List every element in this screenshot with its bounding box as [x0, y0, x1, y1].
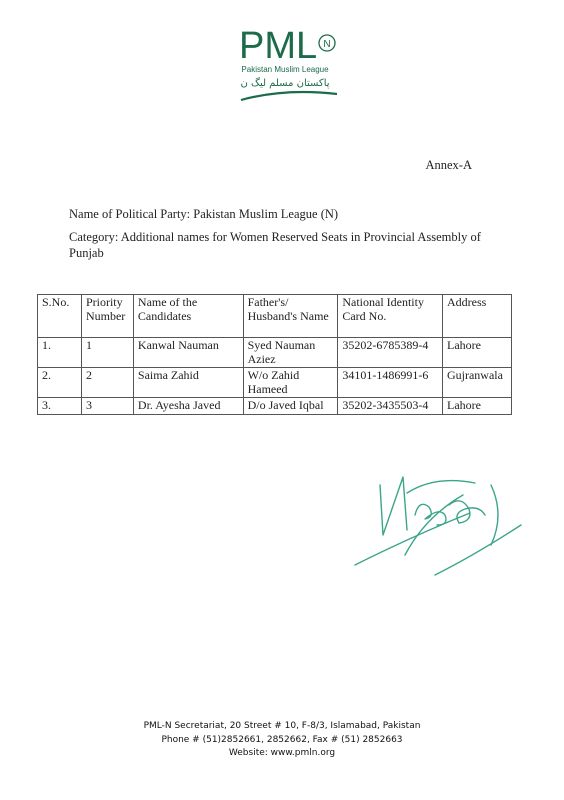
cell-address: Lahore: [442, 338, 511, 368]
logo-subtitle: Pakistan Muslim League: [241, 65, 329, 74]
cell-father-husband: W/o Zahid Hameed: [243, 368, 338, 398]
cell-cnic: 34101-1486991-6: [338, 368, 443, 398]
logo-graphic: [225, 18, 345, 108]
cell-cnic: 35202-3435503-4: [338, 398, 443, 415]
cell-priority: 2: [81, 368, 133, 398]
party-logo: [225, 18, 345, 108]
logo-swoosh: [241, 92, 337, 100]
header-candidate-name: Name of the Candidates: [133, 295, 243, 338]
logo-urdu: پاکستان مسلم لیگ ن: [240, 78, 330, 89]
footer-phone: Phone # (51)2852661, 2852662, Fax # (51) 2852663: [161, 734, 403, 745]
cell-father-husband: Syed Nauman Aziez: [243, 338, 338, 368]
cell-address: Lahore: [442, 398, 511, 415]
cell-priority: 3: [81, 398, 133, 415]
cell-candidate-name: Kanwal Nauman: [133, 338, 243, 368]
table-row: [38, 338, 512, 368]
header-cnic: National Identity Card No.: [338, 295, 443, 338]
header-father-husband: Father's/ Husband's Name: [243, 295, 338, 338]
cell-priority: 1: [81, 338, 133, 368]
cell-address: Gujranwala: [442, 368, 511, 398]
table-row: [38, 368, 512, 398]
cell-father-husband: D/o Javed Iqbal: [243, 398, 338, 415]
cell-sno: 3.: [38, 398, 82, 415]
signature: [345, 455, 525, 580]
header-address: Address: [442, 295, 511, 338]
logo-mark: PML: [239, 25, 318, 67]
footer-address: PML-N Secretariat, 20 Street # 10, F-8/3, Islamabad, Pakistan: [143, 721, 421, 731]
annex-label: Annex-A: [425, 158, 472, 172]
logo-badge: N: [323, 39, 331, 50]
cell-sno: 1.: [38, 338, 82, 368]
table-row: [38, 398, 512, 415]
cell-cnic: 35202-6785389-4: [338, 338, 443, 368]
cell-candidate-name: Saima Zahid: [133, 368, 243, 398]
candidates-table: [37, 294, 512, 415]
header-sno: S.No.: [38, 295, 82, 338]
footer: [0, 720, 564, 761]
cell-sno: 2.: [38, 368, 82, 398]
footer-website: Website: www.pmln.org: [228, 748, 336, 758]
table-header-row: [38, 295, 512, 338]
header-priority: Priority Number: [81, 295, 133, 338]
category-line: Category: Additional names for Women Reserved Seats in Provincial Assembly of Punjab: [69, 230, 481, 260]
cell-candidate-name: Dr. Ayesha Javed: [133, 398, 243, 415]
party-name-line: Name of Political Party: Pakistan Muslim League (N): [69, 207, 339, 221]
signature-strokes: [345, 455, 525, 580]
